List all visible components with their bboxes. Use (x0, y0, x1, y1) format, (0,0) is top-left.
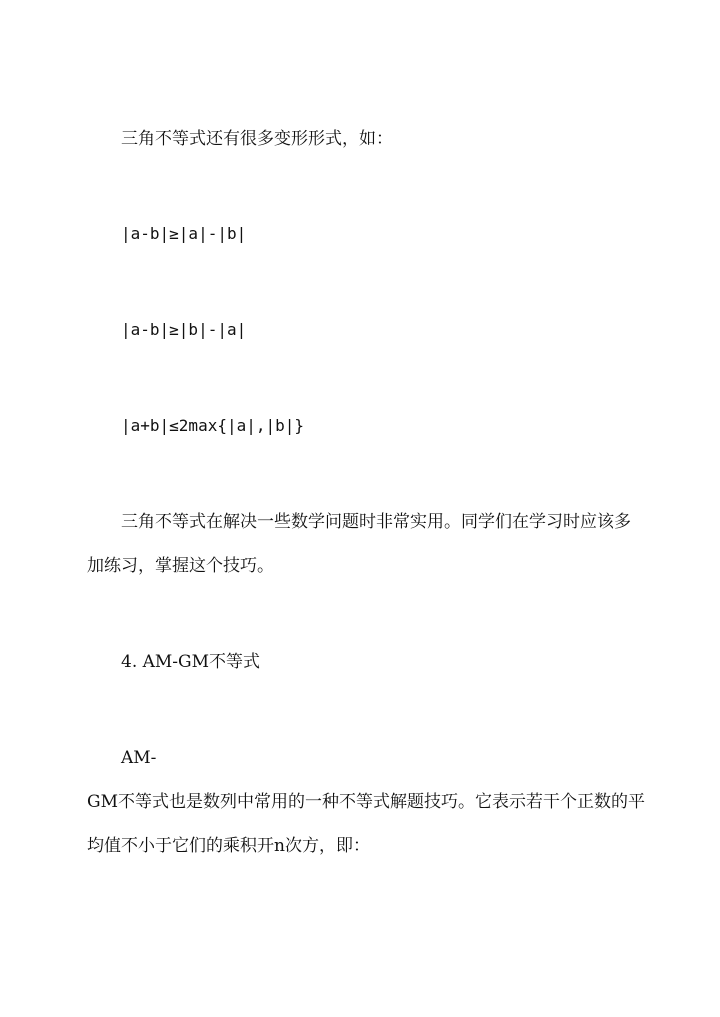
intro-text: 三角不等式还有很多变形形式，如： (121, 129, 393, 149)
formula-2: |a-b|≥|b|-|a| (121, 320, 247, 339)
paragraph-2-line-3: 均值不小于它们的乘积开n次方，即： (87, 836, 370, 856)
formula-1: |a-b|≥|a|-|b| (121, 224, 247, 243)
paragraph-2-line-2: GM不等式也是数列中常用的一种不等式解题技巧。它表示若干个正数的平 (87, 792, 645, 812)
paragraph-1-line-1: 三角不等式在解决一些数学问题时非常实用。同学们在学习时应该多 (121, 512, 631, 532)
formula-3: |a+b|≤2max{|a|,|b|} (121, 416, 305, 435)
paragraph-2-line-1: AM- (121, 748, 157, 768)
paragraph-1-line-2: 加练习，掌握这个技巧。 (87, 556, 274, 576)
section-heading: 4. AM-GM不等式 (121, 652, 261, 672)
